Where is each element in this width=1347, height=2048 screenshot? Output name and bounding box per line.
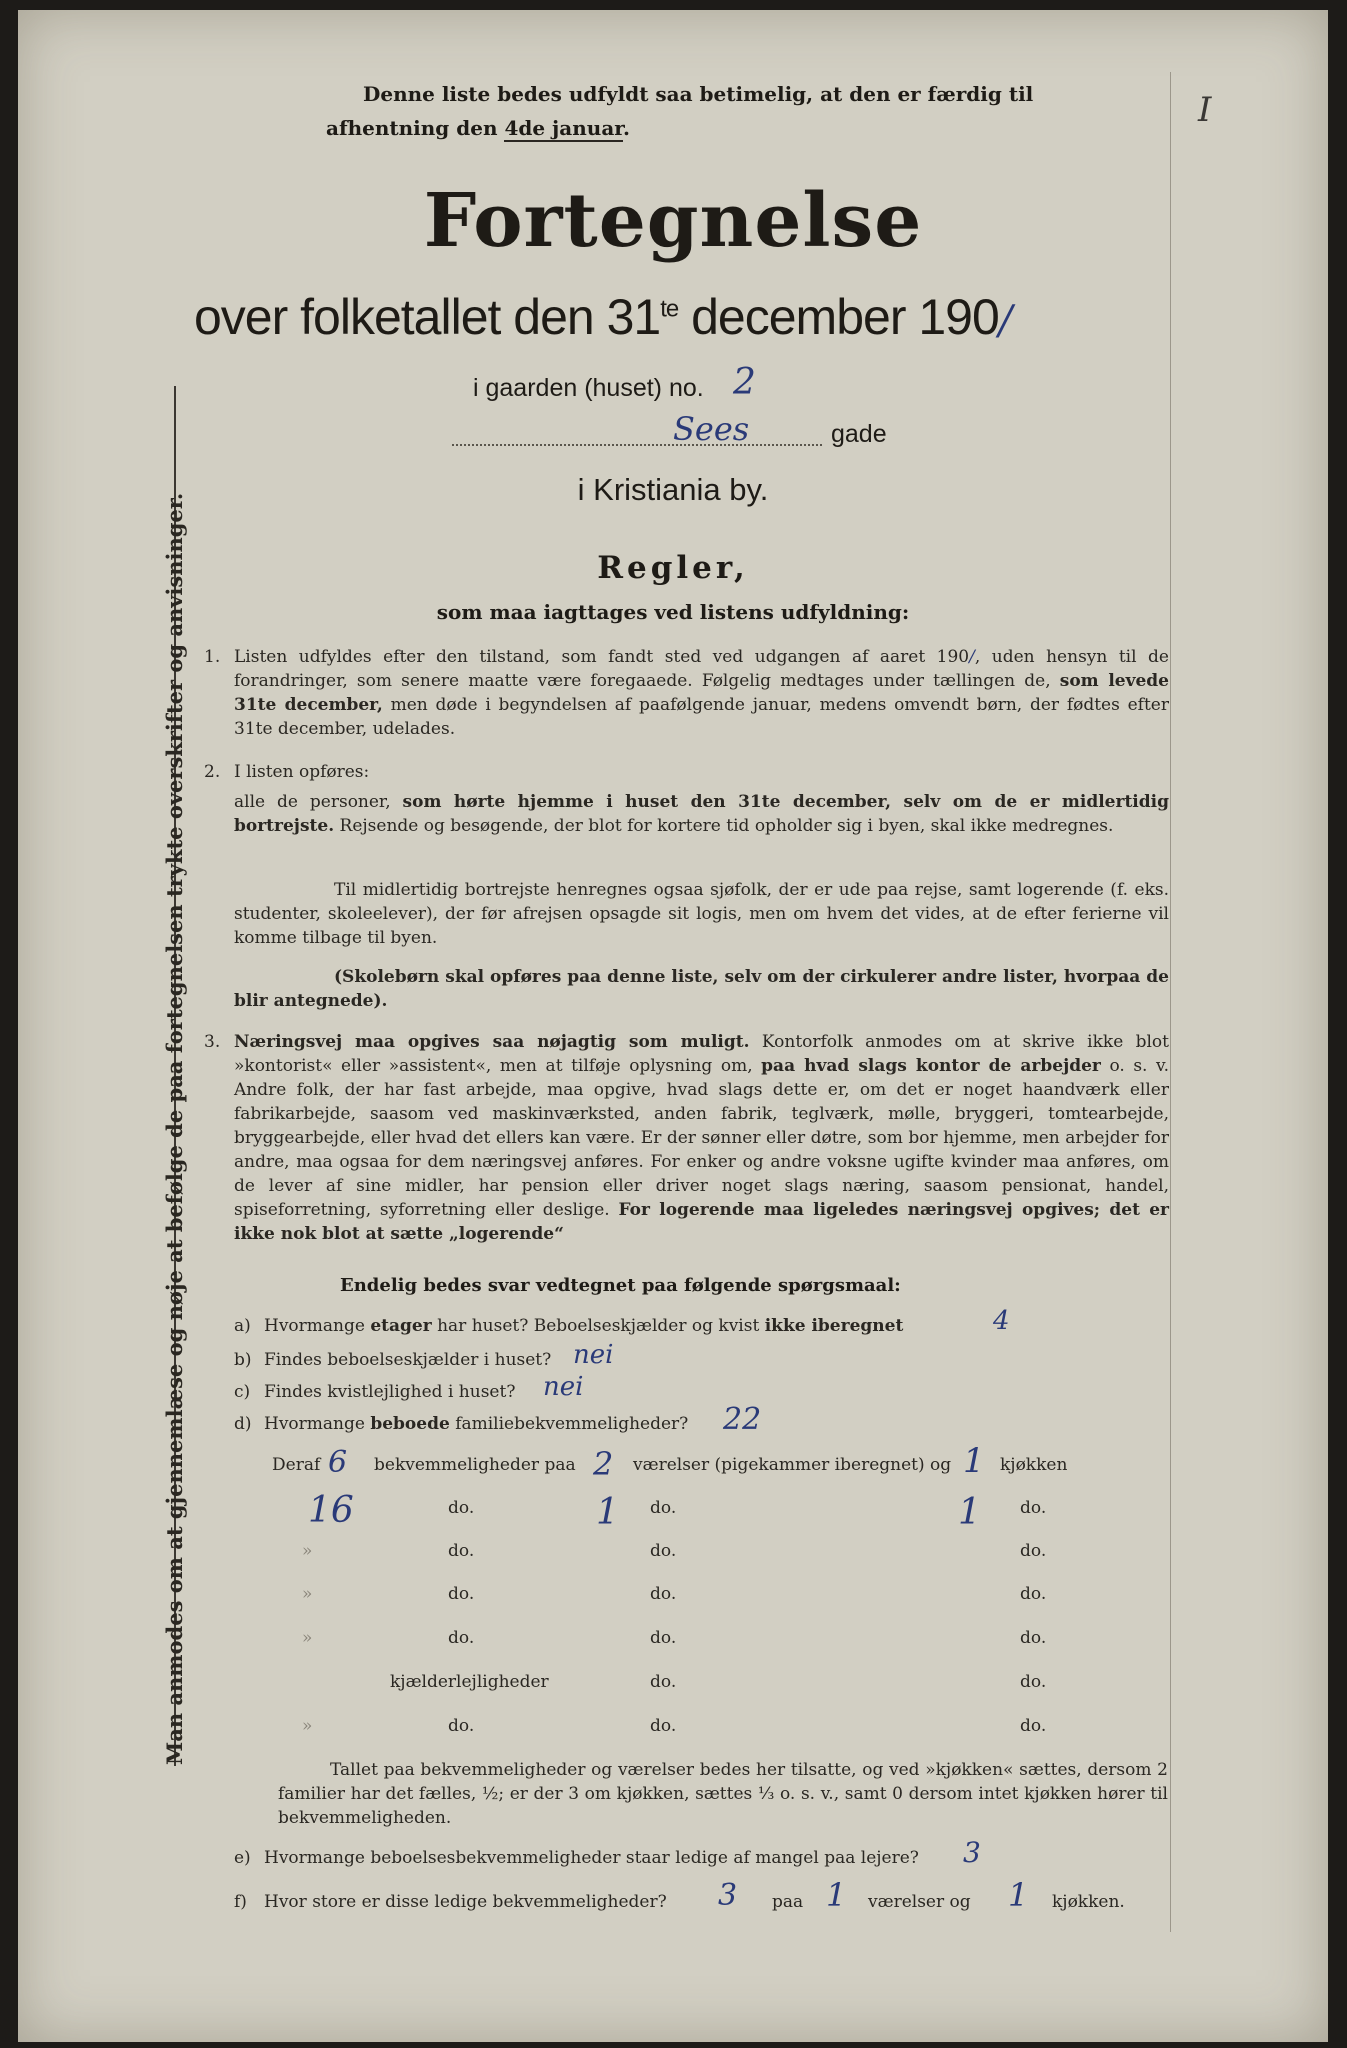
row1-kitchen: 1 [963, 1441, 985, 1481]
rule-2-paragraph-2: Til midlertidig bortrejste henregnes ogsaa sjøfolk, der er ude paa rejse, samt logerende (f. eks. studenter, skoleelever), der før afrejsen opsagde sit logis, men om hvem det vides, at de efter ferierne vil komme tilbage til byen. [234, 880, 1169, 948]
vacant-paa-label: paa [772, 1892, 804, 1912]
rules-heading: Regler, [597, 550, 749, 586]
vacant-kitchen-label: kjøkken. [1052, 1892, 1125, 1912]
street-name: Sees [673, 410, 750, 448]
households-answer: 22 [723, 1402, 762, 1437]
row2-count: 16 [308, 1490, 354, 1531]
rooms-row-header: Deraf 6 bekvemmeligheder paa 2 værelser (pigekammer iberegnet) og 1 kjøkken [272, 1441, 1068, 1483]
vacant-count-answer: 3 [963, 1836, 981, 1869]
rule-2-intro: I listen opføres: [234, 762, 370, 782]
rooms-row-5: » do. do. do. [302, 1628, 1047, 1648]
rooms-row-2: 16 do. 1 do. 1 do. [308, 1490, 1047, 1533]
question-f-label: f) [234, 1892, 247, 1912]
rooms-row-7: » do. do. do. [302, 1716, 1047, 1736]
city-line: i Kristiania by. [577, 472, 769, 507]
question-d-label: d) [234, 1414, 252, 1434]
rooms-note: Tallet paa bekvemmeligheder og værelser bedes her tilsatte, og ved »kjøkken« sættes, dersom 2 familier har det fælles, ½; er der 3 om kjøkken, sættes ⅓ o. s. v., samt 0 dersom intet kjøkken hører til bekvemmeligheden. [278, 1760, 1168, 1828]
year-digit-handwritten: / [998, 298, 1012, 344]
rule-2-number: 2. [204, 762, 221, 782]
question-a-text: Hvormange etager har huset? Beboelseskjælder og kvist ikke iberegnet [264, 1316, 904, 1336]
house-number: 2 [733, 362, 756, 403]
row1-count: 6 [328, 1445, 348, 1480]
vacant-kitchen-answer: 1 [1008, 1876, 1029, 1914]
corner-mark: I [1198, 90, 1212, 130]
rule-1-number: 1. [204, 647, 221, 667]
pickup-date: 4de januar [504, 116, 623, 140]
rule-3-text: Næringsvej maa opgives saa nøjagtig som muligt. Kontorfolk anmodes om at skrive ikke blot »kontorist« eller »assistent«, men at tilføje oplysning om, paa hvad slags kontor de arbejder o. s. v. Andre folk, der har fast arbejde, maa opgive, hvad slags dette er, om det er noget haandværk eller fabrikarbejde, saasom ved maskinværksted, anden fabrik, teglværk, mølle, bryggeri, tomtearbejde, bryggearbejde, eller hvad det ellers kan være. Er der sønner eller døtre, som bor hjemme, men arbejder for andre, maa ogsaa for dem næringsvej anføres. For enker og andre voksne ugifte kvinder maa anføres, om de lever af sine midler, har pension eller driver noget slags næring, saasom pensionat, handel, spiseforretning, syforretning eller deslige. For logerende maa ligeledes næringsvej opgives; det er ikke nok blot at sætte „logerende“ [234, 1032, 1170, 1244]
question-c-text: Findes kvistlejlighed i huset? [264, 1382, 516, 1402]
questions-heading: Endelig bedes svar vedtegnet paa følgende spørgsmaal: [340, 1275, 901, 1296]
vacant-size-answer: 3 [718, 1878, 738, 1913]
rules-subheading: som maa iagttages ved listens udfyldning: [436, 600, 910, 624]
question-a-label: a) [234, 1316, 251, 1336]
vacant-rooms-answer: 1 [826, 1876, 847, 1914]
rooms-row-basement: kjælderlejligheder do. do. [390, 1672, 1047, 1692]
question-f-text: Hvor store er disse ledige bekvemmeligheder? [264, 1892, 667, 1912]
floors-answer: 4 [993, 1306, 1010, 1336]
question-c-label: c) [234, 1382, 251, 1402]
rooms-row-4: » do. do. do. [302, 1584, 1047, 1604]
rule-3-number: 3. [204, 1032, 221, 1052]
attic-answer: nei [543, 1372, 584, 1402]
notice-line-1: Denne liste bedes udfyldt saa betimelig, at den er færdig til [363, 82, 1034, 106]
notice-line-2: afhentning den 4de januar. [326, 116, 630, 140]
rooms-table [18, 10, 1328, 2042]
question-b-text: Findes beboelseskjælder i huset? [264, 1350, 552, 1370]
rule-1-text: Listen udfyldes efter den tilstand, som fandt sted ved udgangen af aaret 190/, uden hensyn til de forandringer, som senere maatte være foregaaede. Følgelig medtages under tællingen de, som levede 31te december, men døde i begyndelsen af paafølgende januar, medens omvendt børn, der fødtes efter 31te december, udelades. [234, 647, 1169, 739]
rooms-row-3: » do. do. do. [302, 1541, 1047, 1561]
form-subtitle: over folketallet den $31^{te}$ december 190/ [194, 289, 1012, 345]
form-title: Fortegnelse [423, 178, 923, 264]
census-form-page [18, 10, 1328, 2042]
question-b-label: b) [234, 1350, 252, 1370]
gaard-label: i gaarden (huset) no. [473, 374, 704, 402]
row2-rooms: 1 [596, 1492, 619, 1533]
question-e-label: e) [234, 1848, 251, 1868]
question-e-text: Hvormange beboelsesbekvemmeligheder staar ledige af mangel paa lejere? [264, 1848, 919, 1868]
row1-rooms: 2 [593, 1445, 614, 1483]
street-label: gade [831, 420, 887, 448]
rule-2-text: alle de personer, som hørte hjemme i huset den 31te december, selv om de er midlertidig bortrejste. Rejsende og besøgende, der blot for kortere tid opholder sig i byen, skal ikke medregnes. [234, 792, 1169, 836]
basement-answer: nei [573, 1340, 614, 1370]
vacant-rooms-label: værelser og [868, 1892, 971, 1912]
question-d-text: Hvormange beboede familiebekvemmeligheder? [264, 1414, 689, 1434]
rule-2-paragraph-3: (Skolebørn skal opføres paa denne liste, selv om der cirkulerer andre lister, hvorpaa de blir antegnede). [234, 967, 1169, 1011]
row2-kitchen: 1 [958, 1492, 981, 1533]
side-instruction-text: Man anmodes om at gjennemlæse og nøje at befølge de paa fortegnelsen trykte overskrifter og anvisninger. [162, 492, 187, 1765]
